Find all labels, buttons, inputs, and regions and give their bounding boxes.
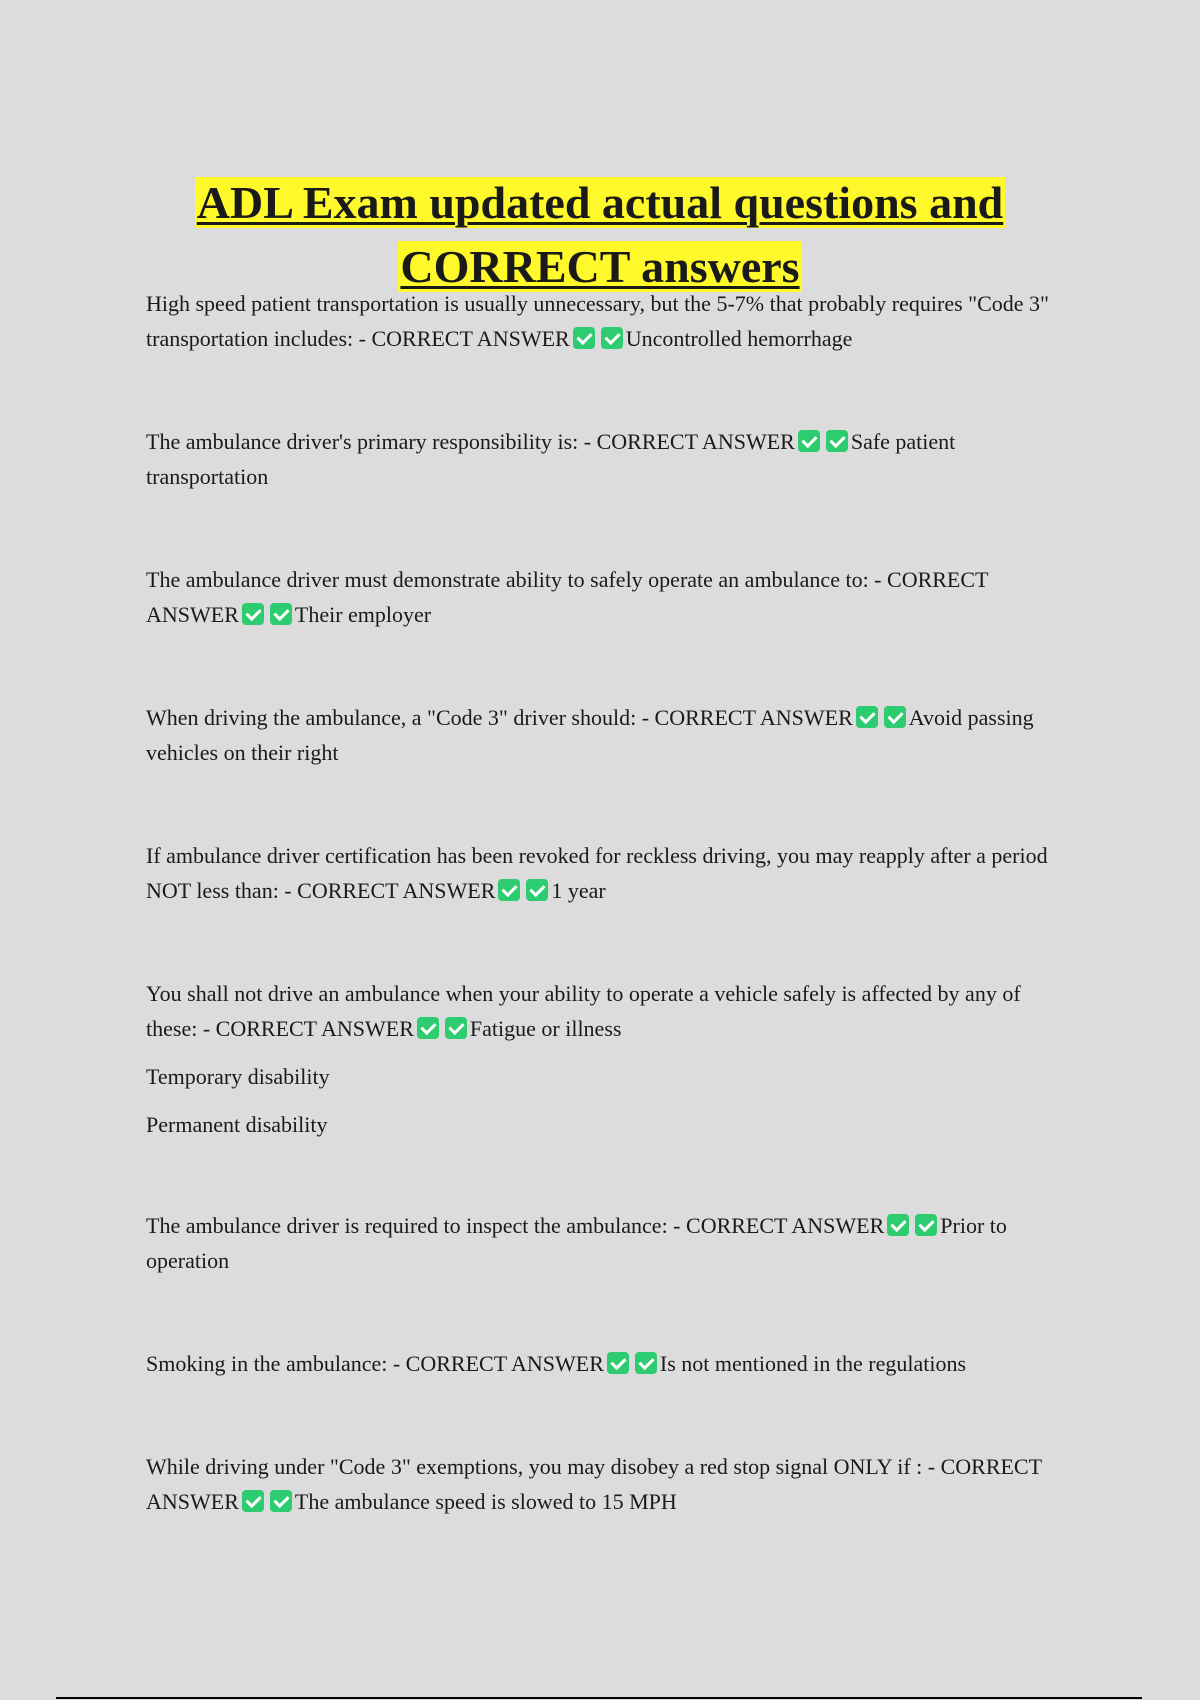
answer-marker: CORRECT ANSWER bbox=[654, 705, 853, 730]
answer-text: Their employer bbox=[294, 602, 432, 627]
checkmark-icon bbox=[798, 430, 820, 452]
checkmark-icon bbox=[601, 327, 623, 349]
checkmark-icon bbox=[607, 1352, 629, 1374]
qa-item bbox=[146, 700, 1066, 770]
checkmark-icon bbox=[498, 879, 520, 901]
checkmark-icon bbox=[242, 1490, 264, 1512]
qa-item bbox=[146, 1449, 1066, 1519]
checkmark-icon bbox=[242, 603, 264, 625]
question-text: While driving under "Code 3" exemptions, you may disobey a red stop signal ONLY if : - bbox=[146, 1454, 941, 1479]
qa-item bbox=[146, 424, 1066, 494]
answer-text: Fatigue or illness bbox=[469, 1016, 622, 1041]
answer-text: 1 year bbox=[551, 878, 606, 903]
qa-item bbox=[146, 562, 1066, 632]
answer-marker: CORRECT ANSWER bbox=[146, 567, 989, 627]
title-line-2: CORRECT answers bbox=[400, 240, 800, 292]
qa-item bbox=[146, 976, 1066, 1046]
question-text: You shall not drive an ambulance when your ability to operate a vehicle safely is affected by any of these: - bbox=[146, 981, 1021, 1041]
answer-text: Safe patient transportation bbox=[146, 429, 956, 489]
answer-marker: CORRECT ANSWER bbox=[405, 1351, 604, 1376]
answer-text: The ambulance speed is slowed to 15 MPH bbox=[294, 1489, 677, 1514]
question-text: Smoking in the ambulance: - bbox=[146, 1351, 406, 1376]
checkmark-icon bbox=[915, 1214, 937, 1236]
qa-list bbox=[146, 286, 1066, 1519]
qa-item bbox=[146, 1208, 1066, 1278]
question-text: When driving the ambulance, a "Code 3" driver should: - bbox=[146, 705, 655, 730]
checkmark-icon bbox=[417, 1017, 439, 1039]
checkmark-icon bbox=[856, 706, 878, 728]
question-text: The ambulance driver is required to inspect the ambulance: - bbox=[146, 1213, 687, 1238]
question-text: The ambulance driver's primary responsibility is: - bbox=[146, 429, 597, 454]
answer-marker: CORRECT ANSWER bbox=[215, 1016, 414, 1041]
footer-divider bbox=[56, 1697, 1142, 1699]
qa-item bbox=[146, 1346, 1066, 1381]
question-text: High speed patient transportation is usually unnecessary, but the 5-7% that probably requires "Code 3" transportation includes: - bbox=[146, 291, 1050, 351]
checkmark-icon bbox=[635, 1352, 657, 1374]
checkmark-icon bbox=[884, 706, 906, 728]
answer-text: Is not mentioned in the regulations bbox=[659, 1351, 967, 1376]
qa-item bbox=[146, 838, 1066, 908]
checkmark-icon bbox=[526, 879, 548, 901]
answer-marker: CORRECT ANSWER bbox=[371, 326, 570, 351]
answer-text: Prior to operation bbox=[146, 1213, 1007, 1273]
checkmark-icon bbox=[270, 603, 292, 625]
answer-marker: CORRECT ANSWER bbox=[297, 878, 496, 903]
qa-item bbox=[146, 286, 1066, 356]
answer-text: Uncontrolled hemorrhage bbox=[625, 326, 853, 351]
title-line-1: ADL Exam updated actual questions and bbox=[196, 176, 1004, 228]
checkmark-icon bbox=[270, 1490, 292, 1512]
answer-marker: CORRECT ANSWER bbox=[596, 429, 795, 454]
answer-marker: CORRECT ANSWER bbox=[686, 1213, 885, 1238]
checkmark-icon bbox=[573, 327, 595, 349]
answer-text: Avoid passing vehicles on their right bbox=[146, 705, 1034, 765]
question-text: If ambulance driver certification has been revoked for reckless driving, you may reapply after a period NOT less than: - bbox=[146, 843, 1048, 903]
answer-extra-line: Temporary disability bbox=[146, 1064, 330, 1089]
document-title bbox=[0, 171, 1200, 299]
question-text: The ambulance driver must demonstrate ability to safely operate an ambulance to: - bbox=[146, 567, 888, 592]
checkmark-icon bbox=[887, 1214, 909, 1236]
answer-marker: CORRECT ANSWER bbox=[146, 1454, 1042, 1514]
answer-extra-line: Permanent disability bbox=[146, 1112, 328, 1137]
checkmark-icon bbox=[826, 430, 848, 452]
checkmark-icon bbox=[445, 1017, 467, 1039]
